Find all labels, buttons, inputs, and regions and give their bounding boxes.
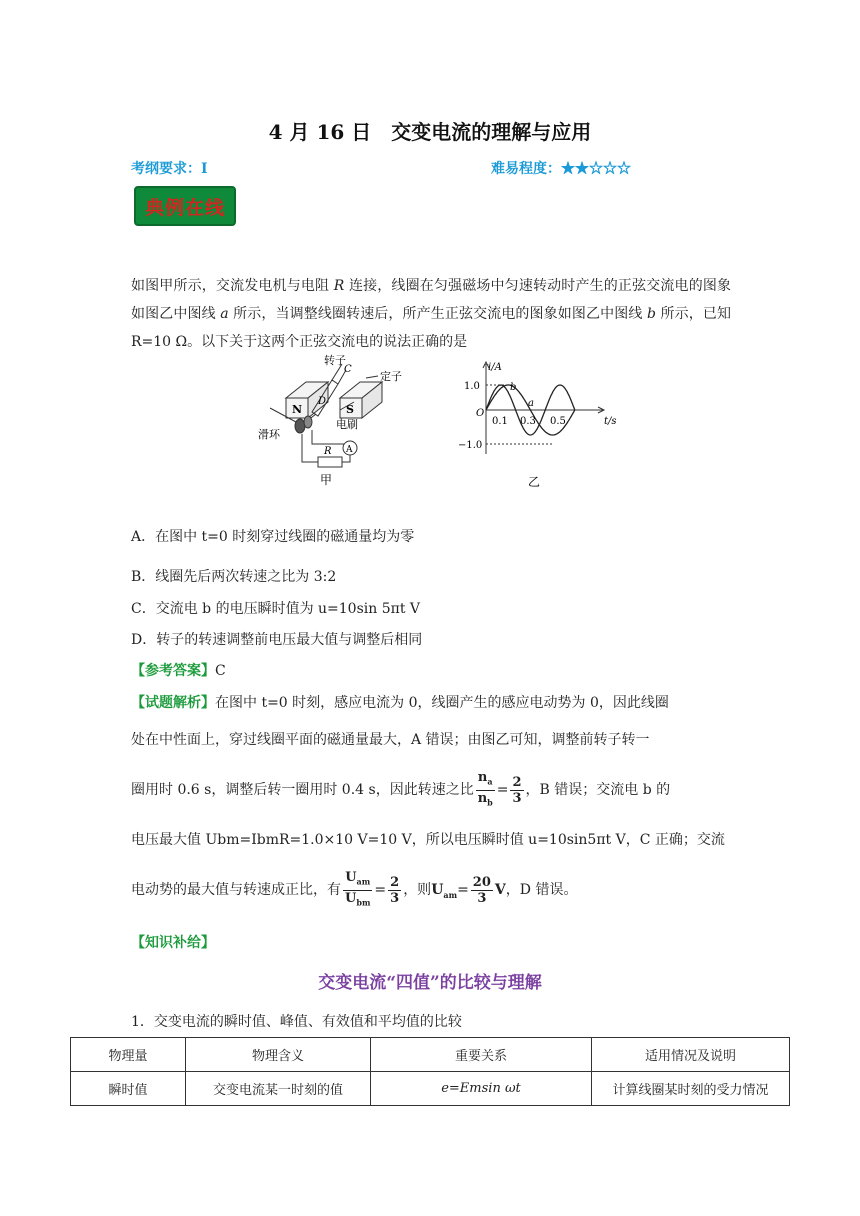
section-subtitle: 交变电流“四值”的比较与理解 (318, 973, 542, 993)
f3-den: 3 (477, 890, 487, 906)
requirement-label: 考纲要求： (131, 161, 201, 177)
label-N: N (292, 403, 303, 416)
caption-jia: 甲 (320, 473, 333, 487)
y-tick-bottom: −1.0 (458, 440, 483, 451)
question-text (131, 272, 731, 356)
q-line2c: 所示，已 (655, 306, 717, 322)
option-C: C．交流电 b 的电压瞬时值为 u=10sin 5πt V (131, 601, 421, 617)
cell-meaning: 交变电流某一时刻的值 (186, 1072, 371, 1106)
q-line2a: 象如图乙中图线 (131, 278, 732, 322)
header-quantity: 物理量 (71, 1038, 186, 1072)
difficulty (491, 158, 631, 178)
y-tick-top: 1.0 (464, 381, 480, 392)
option-A: A．在图中 t=0 时刻穿过线圈的磁通量均为零 (131, 529, 415, 545)
fraction-two-thirds (510, 775, 523, 806)
analysis-l3b: ，B 错误；交流电 b 的 (525, 782, 671, 799)
label-ammeter: A (346, 445, 353, 455)
comparison-table (70, 1037, 790, 1106)
analysis-l5c: ，D 错误。 (505, 882, 578, 899)
f3-lhs: U (431, 882, 444, 899)
analysis-line3: 圈用时 0.6 s，调整后转一圈用时 0.4 s，因此转速之比 $\frac{n_a}{n_b}$ = $\frac{2}{3}$ ，B 错误；交流电 b 的 (131, 770, 670, 810)
analysis-l5a: 电动势的最大值与转速成正比，有 (131, 882, 341, 899)
q-line1b: 连接，线圈在匀强磁场中匀速转动时产生的正弦交流电的图 (344, 278, 718, 294)
requirement (131, 158, 208, 178)
difficulty-stars: ★★☆☆☆ (561, 161, 631, 177)
analysis-line4: 电压最大值 Ubm=IbmR=1.0×10 V=10 V，所以电压瞬时值 u=10sin5πt V，C 正确；交流 (131, 832, 725, 848)
q-b: b (647, 306, 656, 322)
analysis-label: 【试题解析】 (131, 695, 215, 711)
option-B: B．线圈先后两次转速之比为 3:2 (131, 569, 337, 585)
x-tick-0.5: 0.5 (550, 416, 566, 427)
f3-unit: V (494, 882, 506, 899)
origin-label: O (476, 408, 485, 419)
f1-num: n (477, 770, 488, 785)
answer-label: 【参考答案】 (131, 663, 215, 679)
page-title: 4 月 16 日 交变电流的理解与应用 (268, 120, 592, 144)
label-D: D (318, 396, 327, 407)
answer (131, 660, 226, 680)
f1-den: n (477, 790, 488, 806)
label-C: C (344, 364, 352, 375)
table-row (71, 1072, 790, 1106)
label-rotor: 转子 (324, 354, 346, 367)
difficulty-label: 难易程度： (491, 161, 561, 177)
badge-text: 典例在线 (144, 196, 225, 219)
label-R: R (324, 446, 332, 457)
header-relation: 重要关系 (371, 1038, 592, 1072)
fraction-speed-ratio: $\frac{n_a}{n_b}$ (477, 770, 493, 808)
cell-quantity: 瞬时值 (71, 1072, 186, 1106)
f2-num: U (345, 870, 357, 885)
label-brush: 电刷 (336, 418, 358, 431)
f2-den: U (345, 890, 357, 906)
x-tick-0.3: 0.3 (520, 416, 536, 427)
supplement-text: 【知识补给】 (131, 935, 215, 951)
fraction-voltage-ratio: $\frac{U_{am}}{U_{bm}}$ (345, 870, 371, 908)
caption-yi: 乙 (528, 475, 541, 489)
figure-jia (258, 350, 408, 490)
f2-val-num: 2 (390, 874, 400, 890)
fraction-twenty-thirds (471, 875, 493, 906)
x-axis-label: t/s (604, 416, 617, 427)
cell-usage: 计算线圈某时刻的受力情况 (592, 1072, 790, 1106)
q-line3: 知 R=10 Ω。以下关于这两个正弦交流电的说法正确的是 (131, 306, 731, 350)
curve-b-label: b (510, 382, 517, 393)
figure-yi (452, 358, 622, 490)
table-header-row (71, 1038, 790, 1072)
f1-val-den: 3 (512, 790, 522, 806)
analysis-line5: 电动势的最大值与转速成正比，有 $\frac{U_{am}}{U_{bm}}$ = $\frac{2}{3}$ ，则$U_{am}=$ $\frac{20}{3}$ V，D 错误。 (131, 870, 577, 910)
q-R: R (333, 278, 345, 294)
f1-val-num: 2 (512, 774, 522, 790)
fraction-voltage-value (388, 875, 401, 906)
y-axis-label: i/A (488, 362, 502, 373)
section-badge (134, 186, 236, 226)
q-line1: 如图甲所示，交流发电机与电阻 (131, 278, 334, 294)
analysis-l1: 在图中 t=0 时刻，感应电流为 0，线圈产生的感应电动势为 0，因此线圈 (215, 695, 669, 711)
header-meaning: 物理含义 (186, 1038, 371, 1072)
label-stator: 定子 (380, 370, 402, 383)
label-S: S (346, 403, 354, 416)
supplement-label (131, 932, 215, 952)
f3-num: 20 (472, 874, 491, 890)
analysis-line2: 处在中性面上，穿过线圈平面的磁通量最大，A 错误；由图乙可知，调整前转子转一 (131, 732, 650, 748)
analysis-line1 (131, 692, 669, 712)
q-line2b: 所示，当调整线圈转速后，所产生正弦交流电的图象如图乙中图线 (228, 306, 648, 322)
analysis-l3a: 圈用时 0.6 s，调整后转一圈用时 0.4 s，因此转速之比 (131, 782, 474, 799)
curve-a-label: a (528, 398, 534, 409)
item-1: 1．交变电流的瞬时值、峰值、有效值和平均值的比较 (131, 1014, 462, 1030)
q-a: a (220, 306, 229, 322)
requirement-value: Ⅰ (201, 161, 208, 177)
x-tick-0.1: 0.1 (492, 416, 508, 427)
label-slip-ring: 滑环 (258, 428, 280, 441)
cell-relation: e=Emsin ωt (371, 1072, 592, 1106)
analysis-l5b: ，则 (403, 882, 432, 899)
f2-val-den: 3 (390, 890, 400, 906)
option-D: D．转子的转速调整前电压最大值与调整后相同 (131, 632, 423, 648)
header-usage: 适用情况及说明 (592, 1038, 790, 1072)
answer-value: C (215, 663, 226, 679)
